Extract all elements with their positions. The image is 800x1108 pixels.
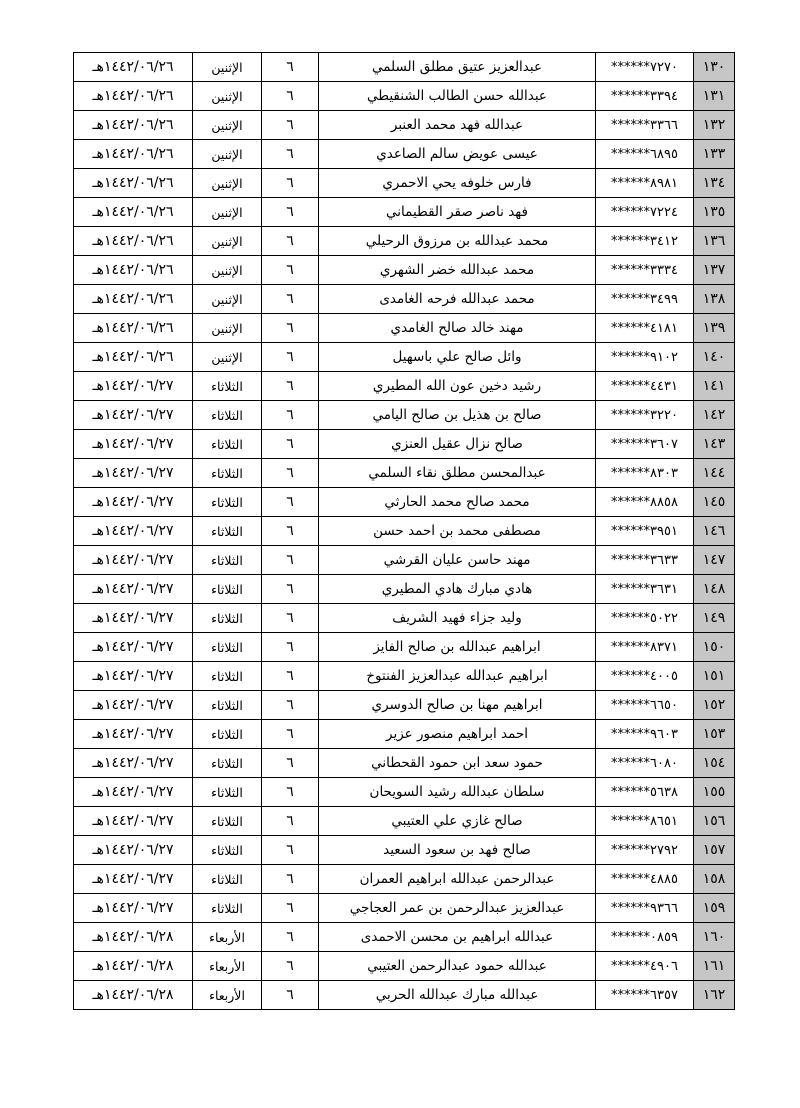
date-cell: ١٤٤٢/٠٦/٢٦هـ [74,140,193,169]
week-cell: ٦ [262,894,319,923]
date-cell: ١٤٤٢/٠٦/٢٨هـ [74,952,193,981]
date-cell: ١٤٤٢/٠٦/٢٧هـ [74,575,193,604]
date-cell: ١٤٤٢/٠٦/٢٦هـ [74,314,193,343]
row-number-cell: ١٤٦ [694,517,735,546]
day-cell: الثلاثاء [193,894,262,923]
date-cell: ١٤٤٢/٠٦/٢٦هـ [74,82,193,111]
day-cell: الثلاثاء [193,517,262,546]
date-cell: ١٤٤٢/٠٦/٢٧هـ [74,633,193,662]
name-cell: ابراهيم مهنا بن صالح الدوسري [319,691,596,720]
row-number-cell: ١٥٥ [694,778,735,807]
date-cell: ١٤٤٢/٠٦/٢٦هـ [74,256,193,285]
row-number-cell: ١٥١ [694,662,735,691]
week-cell: ٦ [262,227,319,256]
week-cell: ٦ [262,720,319,749]
week-cell: ٦ [262,169,319,198]
id-number-cell: ******٦٦٥٠ [596,691,694,720]
name-cell: عبدالله مبارك عبدالله الحربي [319,981,596,1010]
id-number-cell: ******٨٣٠٣ [596,459,694,488]
name-cell: عبدالله فهد محمد العنبر [319,111,596,140]
day-cell: الإثنين [193,314,262,343]
date-cell: ١٤٤٢/٠٦/٢٧هـ [74,691,193,720]
day-cell: الإثنين [193,82,262,111]
name-cell: وائل صالح علي باسهيل [319,343,596,372]
day-cell: الإثنين [193,227,262,256]
table-row [74,662,735,691]
date-cell: ١٤٤٢/٠٦/٢٦هـ [74,111,193,140]
row-number-cell: ١٥٣ [694,720,735,749]
name-cell: عبدالعزيز عبدالرحمن بن عمر العجاجي [319,894,596,923]
id-number-cell: ******٣٢٢٠ [596,401,694,430]
name-cell: عبدالله حسن الطالب الشنقيطي [319,82,596,111]
table-row [74,575,735,604]
table-row [74,430,735,459]
date-cell: ١٤٤٢/٠٦/٢٧هـ [74,778,193,807]
row-number-cell: ١٥٤ [694,749,735,778]
table-row [74,53,735,82]
date-cell: ١٤٤٢/٠٦/٢٨هـ [74,981,193,1010]
week-cell: ٦ [262,836,319,865]
date-cell: ١٤٤٢/٠٦/٢٧هـ [74,459,193,488]
id-number-cell: ******٤٩٠٦ [596,952,694,981]
week-cell: ٦ [262,401,319,430]
id-number-cell: ******٣٣٣٤ [596,256,694,285]
name-cell: مهند خالد صالح الغامدي [319,314,596,343]
name-cell: صالح نزال عقيل العنزي [319,430,596,459]
row-number-cell: ١٥٦ [694,807,735,836]
table-row [74,691,735,720]
table-row [74,372,735,401]
table-row [74,923,735,952]
id-number-cell: ******٤٠٠٥ [596,662,694,691]
id-number-cell: ******٣٤٩٩ [596,285,694,314]
day-cell: الثلاثاء [193,720,262,749]
row-number-cell: ١٣٧ [694,256,735,285]
id-number-cell: ******٣٣٩٤ [596,82,694,111]
date-cell: ١٤٤٢/٠٦/٢٧هـ [74,517,193,546]
row-number-cell: ١٤٩ [694,604,735,633]
name-cell: ابراهيم عبدالله بن صالح الفايز [319,633,596,662]
row-number-cell: ١٤١ [694,372,735,401]
day-cell: الإثنين [193,169,262,198]
name-cell: عبدالرحمن عبدالله ابراهيم العمران [319,865,596,894]
row-number-cell: ١٦٠ [694,923,735,952]
row-number-cell: ١٣٥ [694,198,735,227]
day-cell: الأربعاء [193,923,262,952]
week-cell: ٦ [262,807,319,836]
name-cell: عبدالعزيز عتيق مطلق السلمي [319,53,596,82]
row-number-cell: ١٤٤ [694,459,735,488]
table-row [74,459,735,488]
week-cell: ٦ [262,372,319,401]
date-cell: ١٤٤٢/٠٦/٢٧هـ [74,372,193,401]
week-cell: ٦ [262,285,319,314]
id-number-cell: ******٩١٠٢ [596,343,694,372]
week-cell: ٦ [262,865,319,894]
id-number-cell: ******٩٦٠٣ [596,720,694,749]
table-row [74,604,735,633]
week-cell: ٦ [262,82,319,111]
id-number-cell: ******٣٦٠٧ [596,430,694,459]
schedule-table [73,52,735,1010]
name-cell: مهند حاسن عليان القرشي [319,546,596,575]
name-cell: عبدالله حمود عبدالرحمن العتيبي [319,952,596,981]
day-cell: الثلاثاء [193,633,262,662]
row-number-cell: ١٣٣ [694,140,735,169]
day-cell: الثلاثاء [193,836,262,865]
row-number-cell: ١٥٧ [694,836,735,865]
week-cell: ٦ [262,517,319,546]
id-number-cell: ******٧٢٢٤ [596,198,694,227]
week-cell: ٦ [262,952,319,981]
id-number-cell: ******٢٧٩٢ [596,836,694,865]
week-cell: ٦ [262,140,319,169]
id-number-cell: ******٣٦٣١ [596,575,694,604]
day-cell: الإثنين [193,111,262,140]
date-cell: ١٤٤٢/٠٦/٢٦هـ [74,343,193,372]
id-number-cell: ******٤٤٣١ [596,372,694,401]
name-cell: ابراهيم عبدالله عبدالعزيز الفنتوخ [319,662,596,691]
week-cell: ٦ [262,198,319,227]
name-cell: صالح بن هذيل بن صالح اليامي [319,401,596,430]
table-row [74,981,735,1010]
id-number-cell: ******٣٩٥١ [596,517,694,546]
day-cell: الأربعاء [193,952,262,981]
table-row [74,836,735,865]
week-cell: ٦ [262,488,319,517]
week-cell: ٦ [262,343,319,372]
day-cell: الإثنين [193,256,262,285]
table-row [74,807,735,836]
name-cell: محمد صالح محمد الحارثي [319,488,596,517]
row-number-cell: ١٣١ [694,82,735,111]
row-number-cell: ١٣٤ [694,169,735,198]
id-number-cell: ******٨٩٨١ [596,169,694,198]
date-cell: ١٤٤٢/٠٦/٢٧هـ [74,807,193,836]
day-cell: الإثنين [193,343,262,372]
id-number-cell: ******٣٤١٢ [596,227,694,256]
date-cell: ١٤٤٢/٠٦/٢٧هـ [74,836,193,865]
row-number-cell: ١٥٢ [694,691,735,720]
name-cell: هادي مبارك هادي المطيري [319,575,596,604]
table-row [74,633,735,662]
table-row [74,865,735,894]
day-cell: الإثنين [193,140,262,169]
row-number-cell: ١٣٠ [694,53,735,82]
id-number-cell: ******٤١٨١ [596,314,694,343]
date-cell: ١٤٤٢/٠٦/٢٧هـ [74,894,193,923]
day-cell: الإثنين [193,198,262,227]
table-row [74,894,735,923]
table-row [74,256,735,285]
day-cell: الأربعاء [193,981,262,1010]
name-cell: محمد عبدالله خضر الشهري [319,256,596,285]
week-cell: ٦ [262,459,319,488]
table-row [74,778,735,807]
name-cell: عبدالمحسن مطلق نقاء السلمي [319,459,596,488]
week-cell: ٦ [262,923,319,952]
row-number-cell: ١٣٩ [694,314,735,343]
row-number-cell: ١٥٩ [694,894,735,923]
id-number-cell: ******٨٨٥٨ [596,488,694,517]
name-cell: محمد عبدالله فرحه الغامدى [319,285,596,314]
day-cell: الإثنين [193,53,262,82]
table-row [74,82,735,111]
week-cell: ٦ [262,430,319,459]
id-number-cell: ******٦٨٩٥ [596,140,694,169]
table-row [74,343,735,372]
id-number-cell: ******٦٠٨٠ [596,749,694,778]
row-number-cell: ١٥٨ [694,865,735,894]
date-cell: ١٤٤٢/٠٦/٢٧هـ [74,488,193,517]
day-cell: الثلاثاء [193,749,262,778]
name-cell: رشيد دخين عون الله المطيري [319,372,596,401]
date-cell: ١٤٤٢/٠٦/٢٦هـ [74,169,193,198]
day-cell: الثلاثاء [193,807,262,836]
week-cell: ٦ [262,749,319,778]
table-row [74,720,735,749]
date-cell: ١٤٤٢/٠٦/٢٧هـ [74,662,193,691]
id-number-cell: ******٥٦٣٨ [596,778,694,807]
day-cell: الثلاثاء [193,691,262,720]
week-cell: ٦ [262,575,319,604]
date-cell: ١٤٤٢/٠٦/٢٦هـ [74,285,193,314]
day-cell: الثلاثاء [193,604,262,633]
row-number-cell: ١٤٨ [694,575,735,604]
day-cell: الثلاثاء [193,430,262,459]
table-row [74,169,735,198]
table-row [74,314,735,343]
week-cell: ٦ [262,604,319,633]
row-number-cell: ١٣٢ [694,111,735,140]
name-cell: احمد ابراهيم منصور عزير [319,720,596,749]
id-number-cell: ******٣٦٣٣ [596,546,694,575]
id-number-cell: ******٩٣٦٦ [596,894,694,923]
day-cell: الثلاثاء [193,778,262,807]
day-cell: الثلاثاء [193,401,262,430]
table-row [74,111,735,140]
row-number-cell: ١٤٣ [694,430,735,459]
name-cell: صالح غازي علي العتيبي [319,807,596,836]
date-cell: ١٤٤٢/٠٦/٢٧هـ [74,604,193,633]
date-cell: ١٤٤٢/٠٦/٢٦هـ [74,53,193,82]
week-cell: ٦ [262,314,319,343]
week-cell: ٦ [262,691,319,720]
day-cell: الثلاثاء [193,372,262,401]
name-cell: عبدالله ابراهيم بن محسن الاحمدى [319,923,596,952]
id-number-cell: ******٨٦٥١ [596,807,694,836]
id-number-cell: ******٠٨٥٩ [596,923,694,952]
name-cell: سلطان عبدالله رشيد السويحان [319,778,596,807]
date-cell: ١٤٤٢/٠٦/٢٧هـ [74,430,193,459]
table-row [74,952,735,981]
id-number-cell: ******٤٨٨٥ [596,865,694,894]
name-cell: مصطفى محمد بن احمد حسن [319,517,596,546]
row-number-cell: ١٤٥ [694,488,735,517]
name-cell: حمود سعد ابن حمود القحطاني [319,749,596,778]
name-cell: فارس خلوفه يحي الاحمري [319,169,596,198]
id-number-cell: ******٨٣٧١ [596,633,694,662]
day-cell: الثلاثاء [193,546,262,575]
week-cell: ٦ [262,256,319,285]
id-number-cell: ******٧٢٧٠ [596,53,694,82]
table-body [74,53,735,1010]
table-row [74,285,735,314]
week-cell: ٦ [262,53,319,82]
week-cell: ٦ [262,981,319,1010]
date-cell: ١٤٤٢/٠٦/٢٨هـ [74,923,193,952]
row-number-cell: ١٣٦ [694,227,735,256]
week-cell: ٦ [262,662,319,691]
schedule-sheet [73,52,730,1010]
date-cell: ١٤٤٢/٠٦/٢٧هـ [74,720,193,749]
id-number-cell: ******٣٣٦٦ [596,111,694,140]
day-cell: الإثنين [193,285,262,314]
name-cell: صالح فهد بن سعود السعيد [319,836,596,865]
date-cell: ١٤٤٢/٠٦/٢٧هـ [74,749,193,778]
week-cell: ٦ [262,546,319,575]
table-row [74,546,735,575]
date-cell: ١٤٤٢/٠٦/٢٧هـ [74,865,193,894]
table-row [74,401,735,430]
date-cell: ١٤٤٢/٠٦/٢٧هـ [74,401,193,430]
day-cell: الثلاثاء [193,575,262,604]
name-cell: وليد جزاء فهيد الشريف [319,604,596,633]
row-number-cell: ١٦١ [694,952,735,981]
row-number-cell: ١٤٢ [694,401,735,430]
table-row [74,749,735,778]
week-cell: ٦ [262,111,319,140]
day-cell: الثلاثاء [193,662,262,691]
table-row [74,140,735,169]
date-cell: ١٤٤٢/٠٦/٢٦هـ [74,227,193,256]
table-row [74,198,735,227]
name-cell: عيسى عويض سالم الصاعدي [319,140,596,169]
table-row [74,488,735,517]
id-number-cell: ******٥٠٢٢ [596,604,694,633]
name-cell: فهد ناصر صقر القطيماني [319,198,596,227]
row-number-cell: ١٣٨ [694,285,735,314]
week-cell: ٦ [262,778,319,807]
row-number-cell: ١٥٠ [694,633,735,662]
day-cell: الثلاثاء [193,865,262,894]
id-number-cell: ******٦٣٥٧ [596,981,694,1010]
date-cell: ١٤٤٢/٠٦/٢٦هـ [74,198,193,227]
table-row [74,227,735,256]
table-row [74,517,735,546]
day-cell: الثلاثاء [193,488,262,517]
week-cell: ٦ [262,633,319,662]
name-cell: محمد عبدالله بن مرزوق الرحيلي [319,227,596,256]
row-number-cell: ١٤٧ [694,546,735,575]
row-number-cell: ١٤٠ [694,343,735,372]
date-cell: ١٤٤٢/٠٦/٢٧هـ [74,546,193,575]
day-cell: الثلاثاء [193,459,262,488]
row-number-cell: ١٦٢ [694,981,735,1010]
